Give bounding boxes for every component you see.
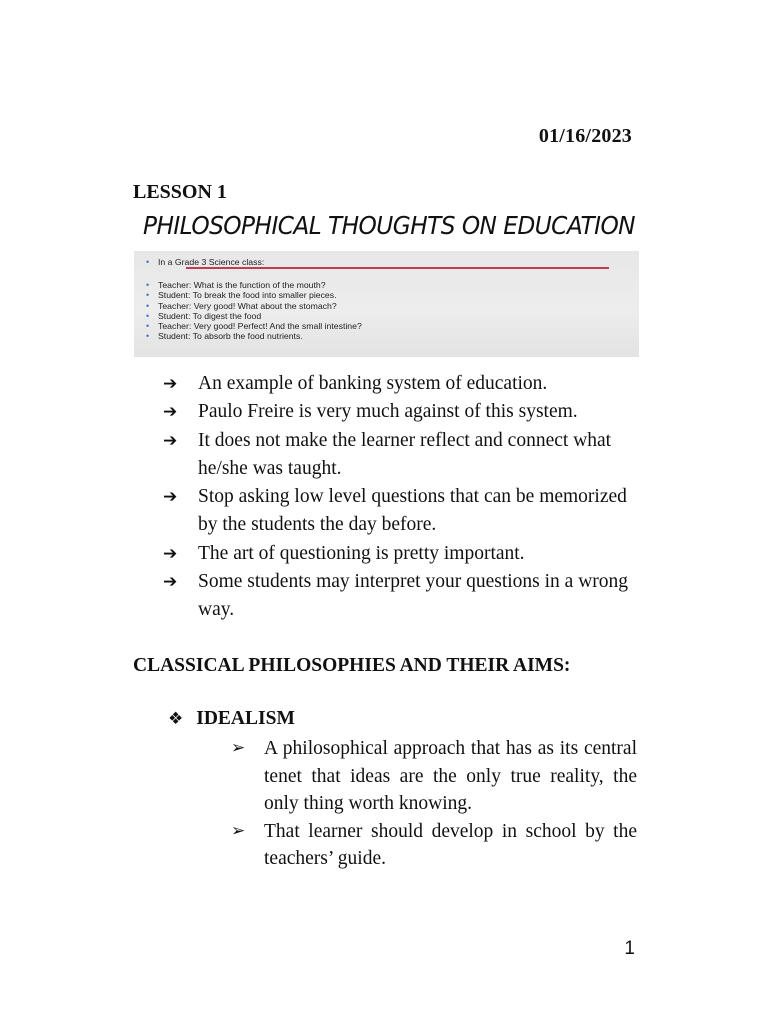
list-item-text: Paulo Freire is very much against of this system. <box>198 401 578 423</box>
arrow-right-icon: ➔ <box>163 487 178 508</box>
list-item <box>163 427 633 484</box>
bullet-icon: • <box>146 257 150 267</box>
slide-dialogue-text: Teacher: What is the function of the mouth? <box>158 280 326 290</box>
list-item-text: It does not make the learner reflect and connect what he/she was taught. <box>198 429 612 479</box>
slide-dialogue-line <box>146 280 362 290</box>
arrow-right-icon: ➔ <box>163 402 178 423</box>
list-item-text: A philosophical approach that has as its central tenet that ideas are the only true reality, the only thing worth knowing. <box>264 738 637 814</box>
arrowhead-icon: ➢ <box>231 820 246 841</box>
idealism-points-list <box>231 735 637 873</box>
list-item-text: Stop asking low level questions that can be memorized by the students the day before. <box>198 486 627 536</box>
idealism-label: IDEALISM <box>196 708 295 729</box>
lesson-points-list <box>163 370 633 625</box>
list-item <box>163 398 633 426</box>
list-item <box>231 735 637 818</box>
lesson-title: PHILOSOPHICAL THOUGHTS ON EDUCATION <box>143 211 636 240</box>
slide-dialogue-line <box>146 321 362 331</box>
bullet-icon: • <box>146 321 150 332</box>
list-item-text: That learner should develop in school by the teachers’ guide. <box>264 820 637 869</box>
slide-dialogue-line <box>146 301 362 311</box>
list-item-text: The art of questioning is pretty important. <box>198 542 525 564</box>
page-number: 1 <box>624 938 635 959</box>
slide-dialogue-line <box>146 311 362 321</box>
list-item <box>163 370 633 398</box>
bullet-icon: • <box>146 310 150 321</box>
bullet-icon: • <box>146 290 150 301</box>
document-date: 01/16/2023 <box>538 125 632 147</box>
bullet-icon: • <box>146 300 150 311</box>
slide-heading: In a Grade 3 Science class: <box>158 257 265 267</box>
slide-dialogue-line <box>146 290 362 300</box>
lesson-label: LESSON 1 <box>133 181 227 203</box>
bullet-icon: • <box>146 280 150 290</box>
slide-dialogue-text: Student: To digest the food <box>158 310 262 321</box>
section-heading: CLASSICAL PHILOSOPHIES AND THEIR AIMS: <box>133 655 571 676</box>
slide-divider <box>186 267 609 269</box>
slide-dialogue-text: Teacher: Very good! What about the stomach? <box>158 300 337 311</box>
list-item <box>231 818 637 873</box>
arrow-right-icon: ➔ <box>163 374 178 394</box>
list-item-text: An example of banking system of education. <box>198 373 548 394</box>
arrow-right-icon: ➔ <box>163 543 178 564</box>
list-item <box>163 483 633 540</box>
diamond-bullet-icon: ❖ <box>168 709 184 729</box>
list-item-text: Some students may interpret your questions in a wrong way. <box>198 571 629 621</box>
slide-dialogue-line <box>146 331 362 341</box>
idealism-heading <box>168 708 295 730</box>
slide-dialogue-text: Student: To absorb the food nutrients. <box>158 331 303 342</box>
bullet-icon: • <box>146 331 150 342</box>
arrow-right-icon: ➔ <box>163 430 178 451</box>
arrow-right-icon: ➔ <box>163 572 178 593</box>
slide-image <box>134 251 639 357</box>
slide-dialogue-list <box>146 280 362 342</box>
slide-heading-row <box>146 257 264 267</box>
slide-dialogue-text: Student: To break the food into smaller pieces. <box>158 290 337 301</box>
arrowhead-icon: ➢ <box>231 738 246 758</box>
list-item <box>163 540 633 568</box>
slide-dialogue-text: Teacher: Very good! Perfect! And the small intestine? <box>158 321 362 332</box>
list-item <box>163 568 633 625</box>
